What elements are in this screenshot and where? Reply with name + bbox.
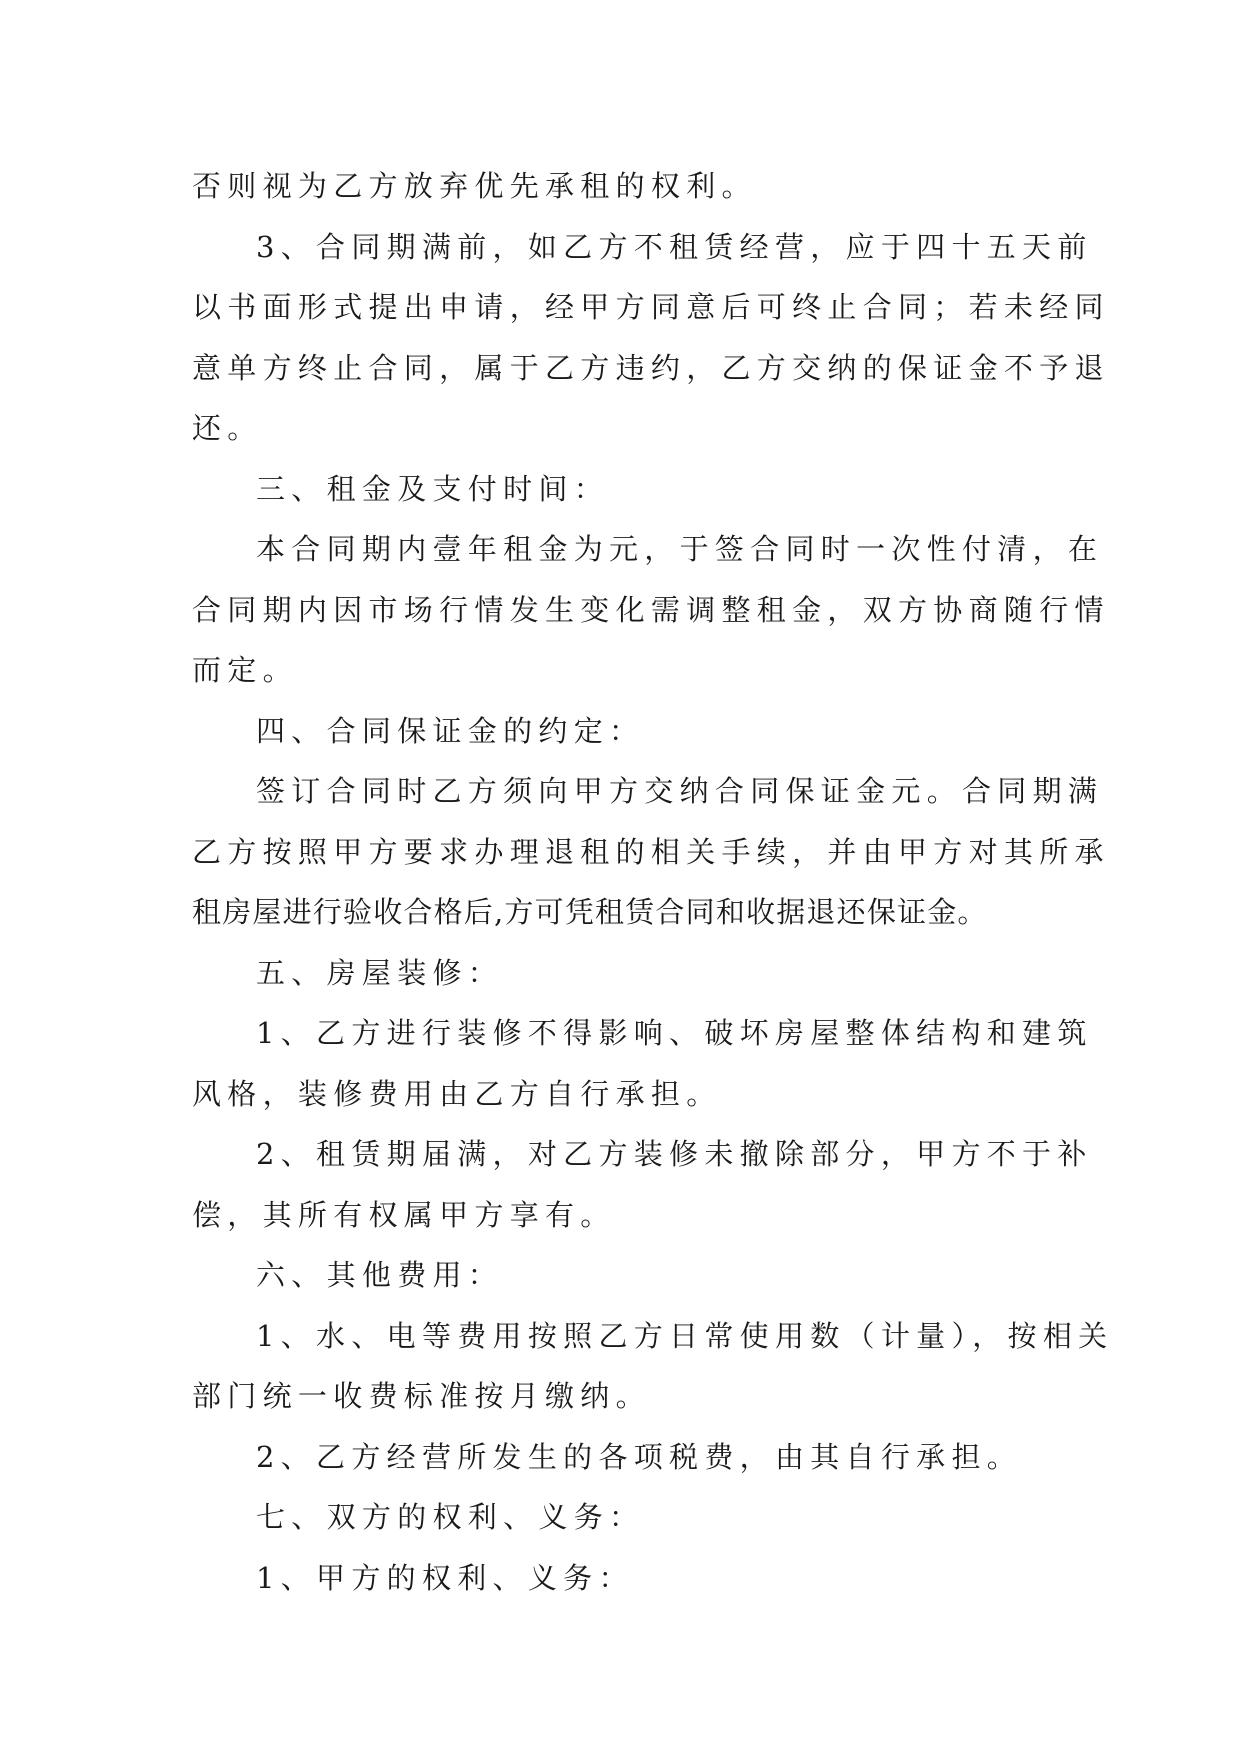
text-line: 合同期内因市场行情发生变化需调整租金，双方协商随行情 [192,592,1110,627]
text-line: 1、甲方的权利、义务： [256,1560,634,1595]
text-line: 3、合同期满前，如乙方不租赁经营，应于四十五天前 [256,229,1093,264]
document-body [192,156,1114,1608]
section-heading: 四、合同保证金的约定： [256,713,645,748]
text-line: 偿，其所有权属甲方享有。 [192,1197,616,1232]
text-line: 租房屋进行验收合格后,方可凭租赁合同和收据退还保证金。 [192,895,988,929]
text-line: 2、乙方经营所发生的各项税费，由其自行承担。 [256,1439,1023,1474]
text-line: 否则视为乙方放弃优先承租的权利。 [192,169,757,203]
text-line: 以书面形式提出申请，经甲方同意后可终止合同；若未经同 [192,290,1110,324]
text-line: 本合同期内壹年租金为元，于签合同时一次性付清，在 [256,532,1104,566]
text-line: 风格，装修费用由乙方自行承担。 [192,1076,722,1111]
text-line: 1、水、电等费用按照乙方日常使用数（计量），按相关 [256,1318,1114,1353]
section-heading: 五、房屋装修： [256,955,504,990]
section-heading: 七、双方的权利、义务： [256,1500,645,1534]
text-line: 乙方按照甲方要求办理退租的相关手续，并由甲方对其所承 [192,834,1110,869]
text-line: 签订合同时乙方须向甲方交纳合同保证金元。合同期满 [256,774,1104,808]
text-line: 1、乙方进行装修不得影响、破坏房屋整体结构和建筑 [256,1016,1093,1050]
text-line: 部门统一收费标准按月缴纳。 [192,1379,651,1413]
text-line: 2、租赁期届满，对乙方装修未撤除部分，甲方不于补 [256,1137,1093,1171]
text-line: 而定。 [192,653,298,687]
text-line: 意单方终止合同，属于乙方违约，乙方交纳的保证金不予退 [192,350,1110,385]
section-heading: 六、其他费用： [256,1258,504,1292]
text-line: 还。 [192,411,263,445]
section-heading: 三、租金及支付时间： [256,471,610,506]
